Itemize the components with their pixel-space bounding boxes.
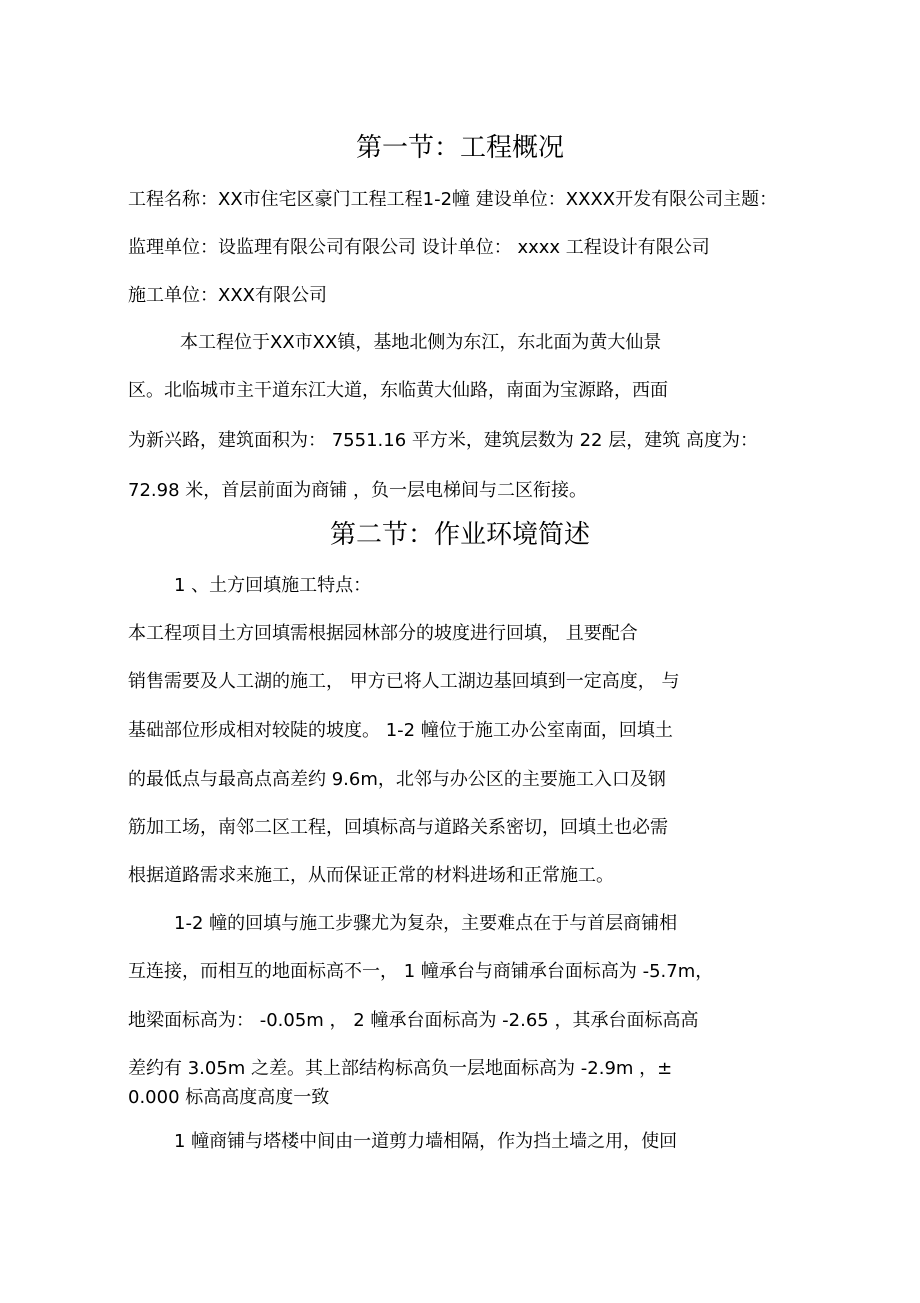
backfill-line-3: 基础部位形成相对较陡的坡度。 1-2 幢位于施工办公室南面，回填土 [128, 720, 673, 741]
complexity-line-3: 地梁面标高为： -0.05m ， 2 幢承台面标高为 -2.65 ，其承台面标高高 [128, 1010, 699, 1031]
overview-line-3: 为新兴路，建筑面积为： 7551.16 平方米，建筑层数为 22 层，建筑 高度为： [128, 430, 758, 451]
complexity-line-4: 差约有 3.05m 之差。其上部结构标高负一层地面标高为 -2.9m ，± [128, 1058, 673, 1079]
complexity-line-1: 1-2 幢的回填与施工步骤尤为复杂，主要难点在于与首层商铺相 [174, 913, 678, 934]
info-line-contractor: 施工单位：XXX有限公司 [128, 285, 327, 306]
section2-title: 第二节：作业环境简述 [329, 520, 590, 550]
backfill-line-1: 本工程项目土方回填需根据园林部分的坡度进行回填， 且要配合 [128, 623, 638, 644]
backfill-line-4: 的最低点与最高点高差约 9.6m，北邻与办公区的主要施工入口及钢 [128, 769, 666, 790]
overview-line-4: 72.98 米，首层前面为商铺 ，负一层电梯间与二区衔接。 [128, 480, 587, 501]
overview-line-2: 区。北临城市主干道东江大道，东临黄大仙路，南面为宝源路，西面 [128, 380, 668, 401]
backfill-line-6: 根据道路需求来施工，从而保证正常的材料进场和正常施工。 [128, 865, 614, 886]
complexity-line-2: 互连接，而相互的地面标高不一， 1 幢承台与商铺承台面标高为 -5.7m， [128, 961, 714, 982]
overview-line-1: 本工程位于XX市XX镇，基地北侧为东江，东北面为黄大仙景 [180, 332, 662, 353]
backfill-line-2: 销售需要及人工湖的施工， 甲方已将人工湖边基回填到一定高度， 与 [128, 671, 680, 692]
info-line-supervision: 监理单位：设监理有限公司有限公司 设计单位： xxxx 工程设计有限公司 [128, 237, 710, 258]
subheading-backfill: 1 、土方回填施工特点： [174, 575, 372, 596]
complexity-line-5: 0.000 标高高度高度一致 [128, 1087, 330, 1108]
shearwall-line-1: 1 幢商铺与塔楼中间由一道剪力墙相隔，作为挡土墙之用，使回 [174, 1131, 678, 1152]
backfill-line-5: 筋加工场，南邻二区工程，回填标高与道路关系密切，回填土也必需 [128, 817, 668, 838]
info-line-project: 工程名称：XX市住宅区豪门工程工程1-2幢 建设单位：XXXX开发有限公司主题： [128, 189, 778, 210]
section1-title: 第一节：工程概况 [355, 133, 564, 163]
